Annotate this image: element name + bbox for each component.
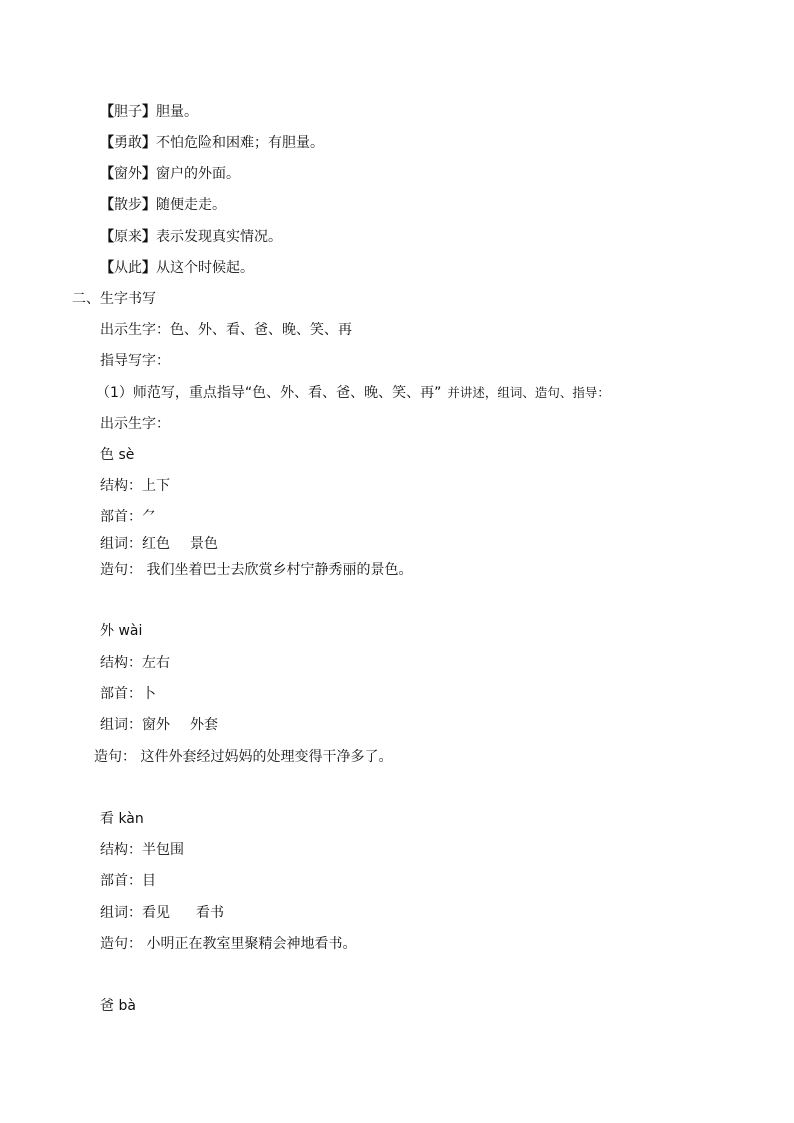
vocab-def: 窗户的外面。	[156, 166, 240, 182]
bracket-open: 【	[100, 260, 114, 276]
char-radical: 部首：⺈	[100, 509, 156, 525]
vocab-item	[100, 165, 240, 183]
vocab-def: 表示发现真实情况。	[156, 229, 282, 245]
char-sentence: 造句： 我们坐着巴士去欣赏乡村宁静秀丽的景色。	[100, 562, 413, 578]
section-heading: 二、生字书写	[72, 291, 156, 307]
bracket-close: 】	[142, 166, 156, 182]
words-first: 组词：红色	[100, 536, 170, 552]
vocab-item	[100, 259, 254, 277]
char-structure: 结构：上下	[100, 478, 170, 494]
char-heading: 色 sè	[100, 447, 135, 463]
bracket-open: 【	[100, 135, 114, 151]
bracket-open: 【	[100, 166, 114, 182]
show-chars: 出示生字：色、外、看、爸、晚、笑、再	[100, 322, 352, 338]
step-1-tail: 并讲述，组词、造句、指导：	[447, 385, 610, 400]
char-sentence: 造句： 小明正在教室里聚精会神地看书。	[100, 936, 357, 952]
vocab-item	[100, 134, 324, 152]
vocab-term: 从此	[114, 260, 142, 276]
char-words	[100, 904, 224, 922]
char-structure: 结构：半包围	[100, 842, 184, 858]
step-1	[96, 384, 610, 402]
words-second: 景色	[190, 536, 218, 552]
vocab-term: 窗外	[114, 166, 142, 182]
bracket-close: 】	[142, 197, 156, 213]
vocab-def: 胆量。	[156, 104, 198, 120]
char-heading: 看 kàn	[100, 811, 144, 827]
vocab-term: 散步	[114, 197, 142, 213]
vocab-def: 不怕危险和困难；有胆量。	[156, 135, 324, 151]
vocab-def: 从这个时候起。	[156, 260, 254, 276]
bracket-open: 【	[100, 104, 114, 120]
step-1-main: （1）师范写，重点指导“色、外、看、爸、晚、笑、再”	[96, 385, 442, 401]
words-second: 外套	[190, 717, 218, 733]
words-first: 组词：窗外	[100, 717, 170, 733]
words-first: 组词：看见	[100, 905, 170, 921]
char-radical: 部首：目	[100, 873, 156, 889]
vocab-item	[100, 196, 226, 214]
show-chars-2: 出示生字：	[100, 416, 170, 432]
bracket-open: 【	[100, 229, 114, 245]
bracket-close: 】	[142, 135, 156, 151]
char-heading: 爸 bà	[100, 998, 136, 1014]
char-heading: 外 wài	[100, 623, 143, 639]
vocab-item	[100, 228, 282, 246]
char-words	[100, 535, 218, 553]
vocab-term: 原来	[114, 229, 142, 245]
bracket-close: 】	[142, 229, 156, 245]
vocab-item	[100, 103, 198, 121]
bracket-close: 】	[142, 104, 156, 120]
char-structure: 结构：左右	[100, 655, 170, 671]
guide-label: 指导写字：	[100, 353, 170, 369]
words-second: 看书	[196, 905, 224, 921]
char-radical: 部首：卜	[100, 686, 156, 702]
bracket-open: 【	[100, 197, 114, 213]
vocab-term: 胆子	[114, 104, 142, 120]
bracket-close: 】	[142, 260, 156, 276]
char-sentence: 造句： 这件外套经过妈妈的处理变得干净多了。	[94, 749, 393, 765]
char-words	[100, 716, 218, 734]
vocab-def: 随便走走。	[156, 197, 226, 213]
vocab-term: 勇敢	[114, 135, 142, 151]
